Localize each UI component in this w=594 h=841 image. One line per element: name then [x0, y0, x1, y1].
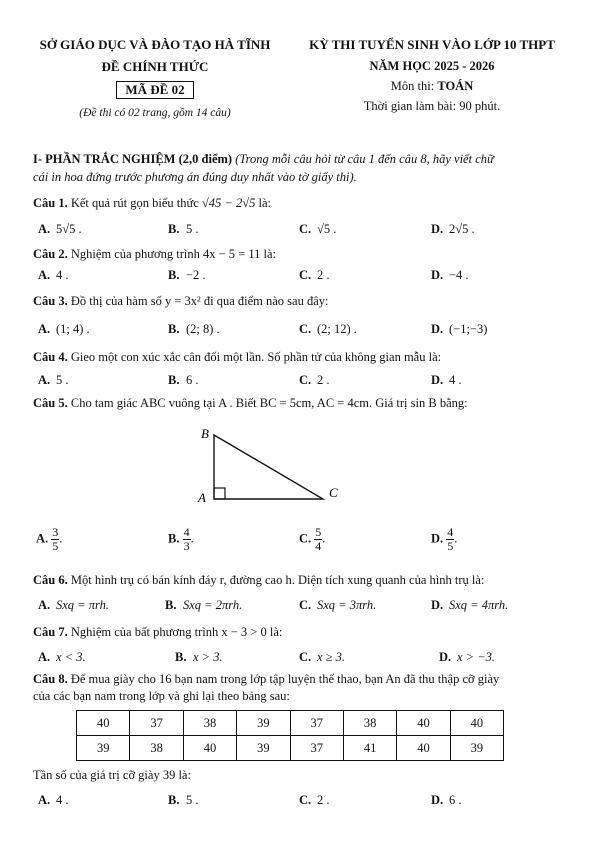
option-b: B. $\frac{4}{3}$ . — [168, 525, 194, 553]
option-d-label: D. — [431, 373, 444, 387]
table-cell: 37 — [130, 711, 183, 736]
option-b-value: 6 . — [186, 373, 199, 387]
option-d-value: 2√5 . — [449, 222, 475, 236]
option-d-value: x > −3. — [457, 650, 496, 664]
table-cell: 40 — [397, 711, 450, 736]
table-cell: 38 — [130, 736, 183, 761]
table-cell: 40 — [450, 711, 503, 736]
option-d-label: D. — [431, 598, 444, 612]
option-a-value: 4 . — [56, 268, 69, 282]
option-b-value: −2 . — [186, 268, 206, 282]
question-label: Câu 3. — [33, 294, 68, 308]
option-c-label: C. — [299, 531, 312, 546]
option-c-label: C. — [299, 793, 312, 807]
option-d-label: D. — [431, 793, 444, 807]
table-cell: 40 — [183, 736, 236, 761]
option-c-label: C. — [299, 373, 312, 387]
question-4 — [33, 350, 441, 365]
option-d-label: D. — [439, 650, 452, 664]
exam-code: MÃ ĐỀ 02 — [116, 81, 193, 99]
table-cell: 41 — [343, 736, 396, 761]
section-title: I- PHẦN TRẮC NGHIỆM (2,0 điểm) — [33, 152, 233, 166]
option-a-label: A. — [38, 373, 51, 387]
option-c-value: Sxq = 3πrh. — [317, 598, 377, 612]
option-a-label: A. — [38, 268, 51, 282]
fraction-denominator: 4 — [315, 539, 322, 553]
option-c-value: x ≥ 3. — [317, 650, 346, 664]
fraction-denominator: 3 — [183, 539, 190, 553]
question-label: Câu 2. — [33, 247, 68, 261]
subject-line — [292, 79, 572, 94]
table-cell: 38 — [183, 711, 236, 736]
table-cell: 37 — [290, 736, 343, 761]
option-a: A. $\frac{3}{5}$ . — [36, 525, 63, 553]
question-text: Nghiệm của bất phương trình x − 3 > 0 là: — [70, 625, 283, 639]
option-d-value: 6 . — [449, 793, 462, 807]
vertex-b-label: B — [201, 426, 209, 441]
option-a-label: A. — [38, 322, 51, 336]
fraction-numerator: 3 — [52, 525, 59, 539]
option-b-label: B. — [168, 531, 180, 546]
question-text: Cho tam giác ABC vuông tại A . Biết BC = 5cm, AC = 4cm. Giá trị sin B bằng: — [70, 396, 468, 410]
option-b-value: (2; 8) . — [186, 322, 220, 336]
table-cell: 39 — [450, 736, 503, 761]
option-d-label: D. — [431, 531, 444, 546]
department-name: SỞ GIÁO DỤC VÀ ĐÀO TẠO HÀ TĨNH — [39, 37, 271, 52]
triangle-figure — [195, 423, 355, 508]
question-label: Câu 5. — [33, 396, 68, 410]
option-c-value: 2 . — [317, 373, 330, 387]
question-5 — [33, 396, 468, 411]
shoe-size-table — [76, 710, 504, 761]
option-a-label: A. — [38, 598, 51, 612]
option-b-label: B. — [168, 268, 180, 282]
option-d-value: 4 . — [449, 373, 462, 387]
option-c-label: C. — [299, 322, 312, 336]
option-a-value: 5 . — [56, 373, 69, 387]
option-d-label: D. — [431, 322, 444, 336]
pages-note: (Đề thi có 02 trang, gồm 14 câu) — [79, 107, 231, 119]
option-c-label: C. — [299, 222, 312, 236]
option-b-label: B. — [168, 222, 180, 236]
option-a-label: A. — [38, 650, 51, 664]
question-8 — [33, 672, 499, 687]
fraction-denominator: 5 — [447, 539, 454, 553]
option-d-value: −4 . — [449, 268, 469, 282]
vertex-c-label: C — [329, 485, 338, 500]
option-c-value: 2 . — [317, 793, 330, 807]
option-d-label: D. — [431, 222, 444, 236]
fraction-numerator: 4 — [183, 525, 190, 539]
question-label: Câu 8. — [33, 672, 68, 686]
option-a-value: (1; 4) . — [56, 322, 90, 336]
question-text: Kết quả rút gọn biểu thức — [70, 196, 199, 210]
option-b-label: B. — [168, 793, 180, 807]
option-d-value: (−1;−3) — [449, 322, 488, 336]
option-d-value: Sxq = 4πrh. — [449, 598, 509, 612]
table-cell: 38 — [343, 711, 396, 736]
option-b-value: x > 3. — [193, 650, 223, 664]
question-1 — [33, 196, 271, 211]
table-cell: 39 — [237, 711, 290, 736]
option-c: C. $\frac{5}{4}$ . — [299, 525, 326, 553]
option-d: D. $\frac{4}{5}$ . — [431, 525, 458, 553]
option-c-value: (2; 12) . — [317, 322, 357, 336]
section-instruction-1: (Trong mỗi câu hỏi từ câu 1 đến câu 8, hãy viết chữ — [235, 152, 494, 166]
question-8-text-2: của các bạn nam trong lớp và ghi lại theo bảng sau: — [33, 689, 290, 703]
section-heading — [33, 152, 494, 167]
option-a-label: A. — [36, 531, 49, 546]
question-7 — [33, 625, 282, 640]
option-a-value: 4 . — [56, 793, 69, 807]
question-label: Câu 6. — [33, 573, 68, 587]
official-label: ĐỀ CHÍNH THỨC — [101, 59, 209, 74]
time-limit: Thời gian làm bài: 90 phút. — [363, 99, 501, 113]
question-8-prompt: Tần số của giá trị cỡ giày 39 là: — [33, 768, 191, 782]
fraction-numerator: 4 — [447, 525, 454, 539]
question-text: Gieo một con xúc xắc cân đối một lần. Số phần tử của không gian mẫu là: — [70, 350, 442, 364]
fraction-denominator: 5 — [52, 539, 59, 553]
vertex-a-label: A — [198, 490, 206, 505]
option-c-value: √5 . — [317, 222, 337, 236]
header-left — [30, 37, 280, 119]
option-a-value: Sxq = πrh. — [56, 598, 110, 612]
question-text: Đồ thị của hàm số y = 3x² đi qua điểm nào sau đây: — [70, 294, 329, 308]
question-2 — [33, 247, 276, 262]
expression-part: − 2√5 — [221, 196, 256, 210]
school-year: NĂM HỌC 2025 - 2026 — [369, 59, 495, 73]
option-b-label: B. — [165, 598, 177, 612]
table-row — [77, 711, 504, 736]
option-b-label: B. — [175, 650, 187, 664]
question-text: Nghiệm của phương trình 4x − 5 = 11 là: — [70, 247, 276, 261]
fraction-numerator: 5 — [315, 525, 322, 539]
question-label: Câu 4. — [33, 350, 68, 364]
option-b-value: 5 . — [186, 222, 199, 236]
option-c-label: C. — [299, 598, 312, 612]
option-b-value: 5 . — [186, 793, 199, 807]
option-b-value: Sxq = 2πrh. — [183, 598, 243, 612]
expression-part: √45 — [201, 196, 222, 210]
question-text: Một hình trụ có bán kính đáy r, đường cao h. Diện tích xung quanh của hình trụ là: — [70, 573, 485, 587]
option-b-label: B. — [168, 322, 180, 336]
table-cell: 40 — [77, 711, 130, 736]
option-a-label: A. — [38, 793, 51, 807]
table-cell: 37 — [290, 711, 343, 736]
option-c-label: C. — [299, 268, 312, 282]
option-a-value: x < 3. — [56, 650, 86, 664]
table-cell: 39 — [77, 736, 130, 761]
question-text: Để mua giày cho 16 bạn nam trong lớp tập luyện thể thao, bạn An đã thu thập cỡ giày — [70, 672, 500, 686]
question-label: Câu 7. — [33, 625, 68, 639]
option-d-label: D. — [431, 268, 444, 282]
option-c-label: C. — [299, 650, 312, 664]
exam-title: KỲ THI TUYỂN SINH VÀO LỚP 10 THPT — [309, 37, 555, 52]
question-6 — [33, 573, 484, 588]
question-3 — [33, 294, 328, 309]
table-row — [77, 736, 504, 761]
question-label: Câu 1. — [33, 196, 68, 210]
option-a-label: A. — [38, 222, 51, 236]
option-c-value: 2 . — [317, 268, 330, 282]
subject: TOÁN — [437, 79, 474, 93]
section-instruction-2: cái in hoa đứng trước phương án đúng duy nhất vào tờ giấy thi). — [33, 170, 357, 184]
option-b-label: B. — [168, 373, 180, 387]
question-tail: là: — [255, 196, 271, 210]
table-cell: 40 — [397, 736, 450, 761]
table-cell: 39 — [237, 736, 290, 761]
option-a-value: 5√5 . — [56, 222, 82, 236]
header-right — [292, 37, 572, 114]
subject-label: Môn thi: — [390, 79, 438, 93]
